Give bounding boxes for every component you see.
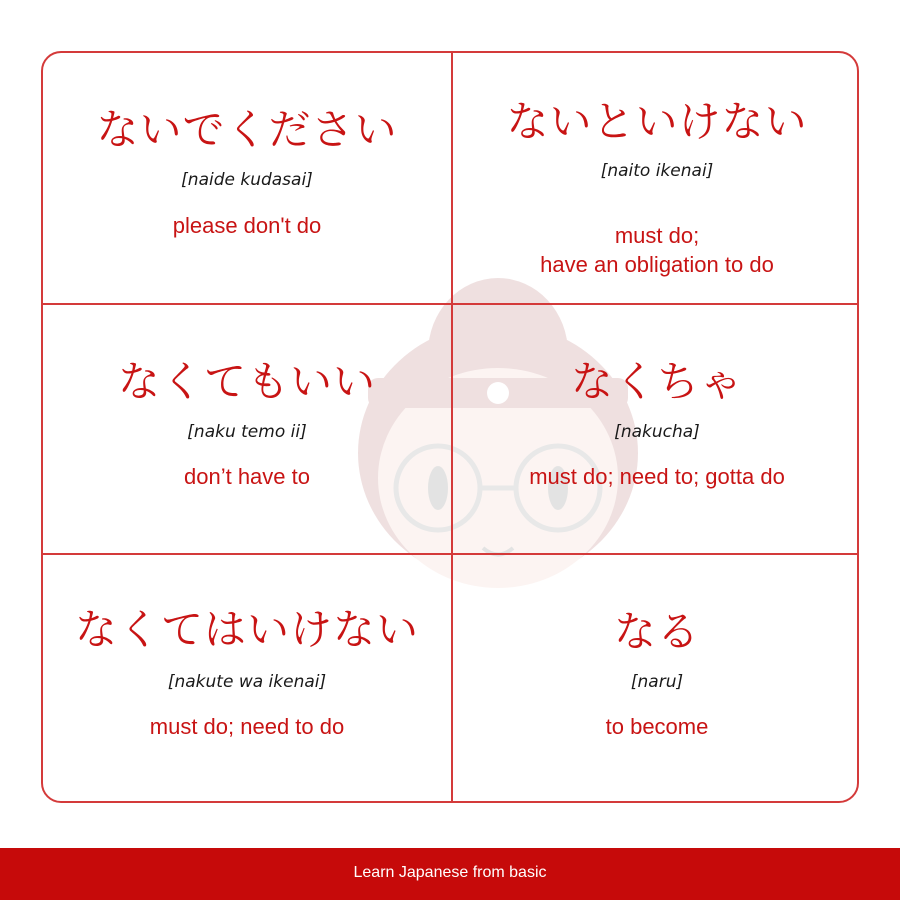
english-meaning-line-2: have an obligation to do [540, 252, 774, 277]
japanese-term: なる [613, 607, 700, 656]
japanese-term: なくてもいい [117, 357, 376, 406]
romaji-reading: [naito ikenai] [600, 161, 714, 181]
footer-text: Learn Japanese from basic [353, 864, 547, 881]
footer-banner [0, 848, 900, 900]
english-meaning: must do; [614, 223, 700, 248]
grammar-cell-naru [453, 555, 859, 803]
japanese-term: なくちゃ [570, 357, 743, 406]
romaji-reading: [naku temo ii] [187, 422, 307, 442]
english-meaning: to become [605, 714, 709, 739]
grammar-cell-naku-temo-ii [43, 305, 451, 555]
romaji-reading: [naru] [630, 672, 684, 692]
english-meaning: must do; need to do [149, 714, 345, 739]
grammar-cell-nakucha [453, 305, 859, 555]
english-meaning: must do; need to; gotta do [529, 464, 785, 489]
japanese-term: ないでください [96, 105, 398, 154]
romaji-reading: [naide kudasai] [181, 170, 313, 190]
grammar-cell-naide-kudasai [43, 53, 451, 303]
english-meaning: don’t have to [184, 464, 310, 489]
english-meaning: please don't do [172, 213, 322, 238]
romaji-reading: [nakucha] [614, 422, 700, 442]
japanese-term: ないといけない [506, 97, 808, 146]
japanese-term: なくてはいけない [74, 605, 419, 654]
grammar-cell-naito-ikenai [453, 53, 859, 303]
grammar-cell-nakute-wa-ikenai [43, 555, 451, 803]
grammar-grid [41, 51, 859, 803]
romaji-reading: [nakute wa ikenai] [167, 672, 327, 692]
